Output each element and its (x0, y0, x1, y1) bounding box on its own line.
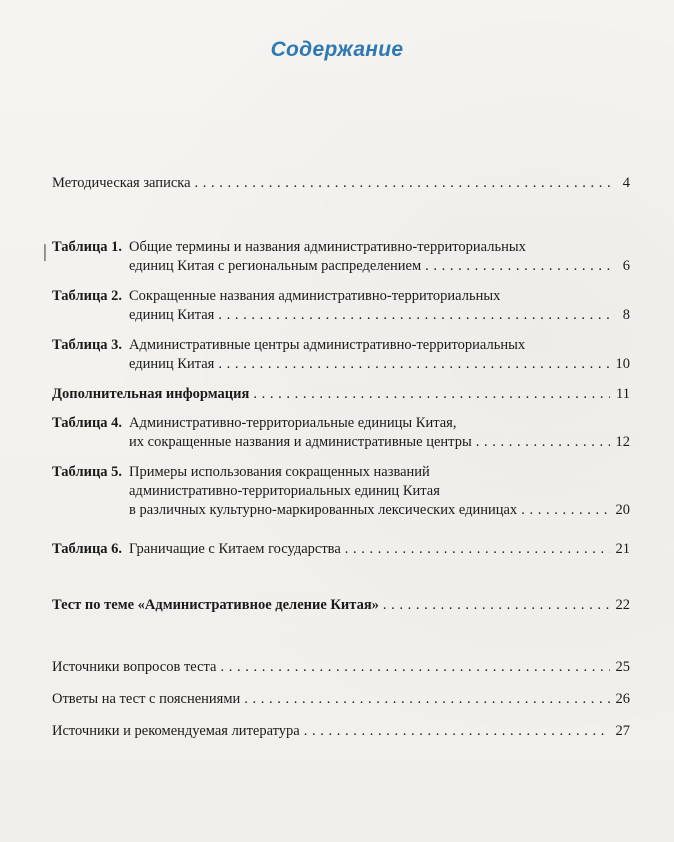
dot-leader (218, 355, 609, 374)
toc-entry-text: в различных культурно-маркированных лексических единицах (129, 502, 518, 518)
toc-page-number: 20 (615, 502, 630, 518)
dot-leader (476, 433, 610, 452)
toc-entry-text: Административные центры административно-территориальных (129, 337, 526, 353)
toc-entry-prefix: Таблица 2. (52, 288, 123, 304)
page-title: Содержание (270, 38, 404, 61)
toc-entry-line (52, 355, 630, 374)
toc-page-number: 6 (622, 258, 630, 274)
toc-entry-text: Методическая записка (52, 175, 191, 191)
toc-page-number: 11 (616, 386, 630, 402)
toc-entry-prefix: Таблица 4. (52, 415, 123, 431)
toc-entry-line (52, 287, 630, 306)
dot-leader (244, 690, 609, 709)
toc-page-number: 22 (615, 597, 630, 613)
dot-leader (425, 257, 610, 276)
toc-entry-line (52, 238, 630, 257)
toc-page-number: 10 (615, 356, 630, 372)
toc-page-number: 4 (622, 175, 630, 191)
toc-page-number: 27 (615, 723, 630, 739)
toc-entry-text: единиц Китая (129, 307, 215, 323)
toc-entry-line (52, 257, 630, 276)
toc-entry[interactable] (52, 540, 630, 559)
toc-entry-line (52, 658, 630, 677)
toc-entry[interactable] (52, 238, 630, 276)
toc-entry-text: Тест по теме «Административное деление Китая» (52, 597, 379, 613)
toc-entry-text: Сокращенные названия административно-территориальных (129, 288, 501, 304)
toc-entry-line (52, 433, 630, 452)
toc-entry-line (52, 596, 630, 615)
toc-page-number: 8 (622, 307, 630, 323)
toc-entry-text: их сокращенные названия и административные центры (129, 434, 472, 450)
toc-entry-line (52, 174, 630, 193)
toc-entry[interactable] (52, 287, 630, 325)
toc-entry-text: Административно-территориальные единицы Китая, (129, 415, 457, 431)
dot-leader (345, 540, 610, 559)
toc-entry-line (52, 385, 630, 404)
dot-leader (253, 385, 610, 404)
toc-entry-line (52, 463, 630, 482)
dot-leader (195, 174, 610, 193)
dot-leader (383, 596, 610, 615)
toc-entry-text: единиц Китая с региональным распределением (129, 258, 422, 274)
toc-entry[interactable] (52, 463, 630, 520)
toc-entry[interactable] (52, 414, 630, 452)
toc-entry-line (52, 482, 630, 501)
toc-entry-line (52, 722, 630, 741)
toc-entry-prefix: Таблица 3. (52, 337, 123, 353)
toc-entry[interactable] (52, 174, 630, 193)
toc-entry-prefix: Таблица 1. (52, 239, 123, 255)
toc-entry-text: Примеры использования сокращенных названий (129, 464, 430, 480)
toc-entry[interactable] (52, 336, 630, 374)
toc-entry[interactable] (52, 385, 630, 404)
toc-page-number: 12 (615, 434, 630, 450)
toc-entry-line (52, 501, 630, 520)
toc-entry-prefix: Таблица 5. (52, 464, 123, 480)
dot-leader (218, 306, 610, 325)
toc-entry[interactable] (52, 658, 630, 677)
toc-entry-text: единиц Китая (129, 356, 215, 372)
dot-leader (220, 658, 609, 677)
toc-entry-text: Ответы на тест с пояснениями (52, 691, 241, 707)
toc-entry-prefix: Таблица 6. (52, 541, 123, 557)
toc-entry-line (52, 540, 630, 559)
margin-mark: │ (40, 246, 50, 261)
toc-entry-line (52, 336, 630, 355)
toc-entry[interactable] (52, 722, 630, 741)
toc-entry[interactable] (52, 690, 630, 709)
toc-entry-line (52, 306, 630, 325)
toc-entry-text: Дополнительная информация (52, 386, 250, 402)
toc-entry-line (52, 414, 630, 433)
toc-entry-line (52, 690, 630, 709)
toc-entry[interactable] (52, 596, 630, 615)
toc-entry-text: административно-территориальных единиц Китая (129, 483, 440, 499)
dot-leader (521, 501, 609, 520)
toc-entry-text: Источники вопросов теста (52, 659, 217, 675)
toc-entry-text: Общие термины и названия административно-территориальных (129, 239, 526, 255)
toc-page-number: 26 (615, 691, 630, 707)
toc-entry-text: Граничащие с Китаем государства (129, 541, 341, 557)
dot-leader (304, 722, 610, 741)
toc-entry-text: Источники и рекомендуемая литература (52, 723, 300, 739)
toc-page-number: 21 (615, 541, 630, 557)
toc-page-number: 25 (615, 659, 630, 675)
